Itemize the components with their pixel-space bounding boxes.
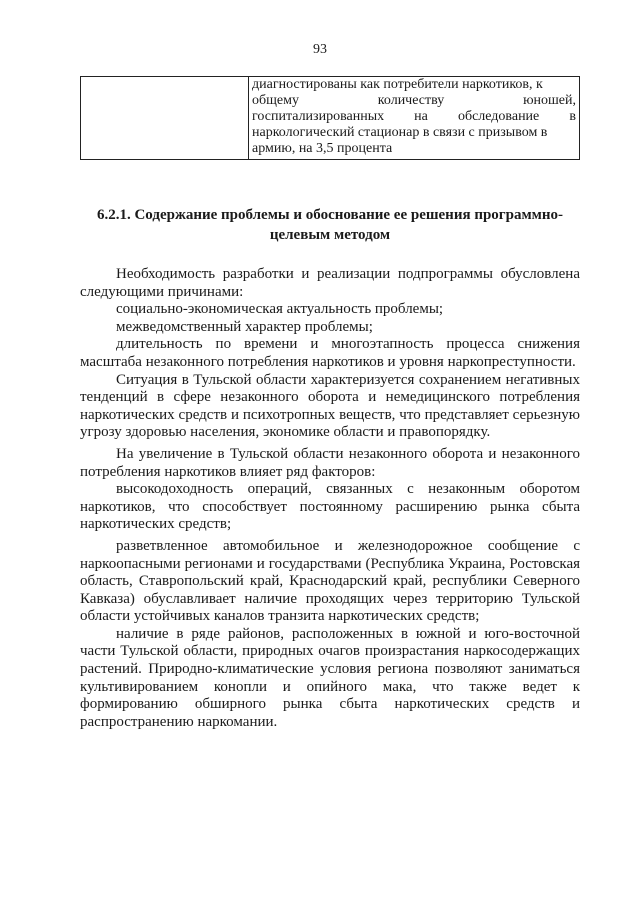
continuation-table bbox=[80, 76, 580, 160]
paragraph: высокодоходность операций, связанных с незаконным оборотом наркотиков, что способствует постоянному расширению рынка сбыта наркотических средств; bbox=[80, 481, 580, 533]
word-3: юношей, bbox=[523, 93, 576, 108]
paragraph: Ситуация в Тульской области характеризуется сохранением негативных тенденций в сфере незаконного оборота и немедицинского потребления наркотических средств и психотропных веществ, что представляет серьезную угрозу здоровью населения, экономике области и правопорядку. bbox=[80, 371, 580, 441]
paragraph: межведомственный характер проблемы; bbox=[116, 318, 373, 335]
page-number: 93 bbox=[313, 42, 327, 57]
table-row bbox=[81, 77, 580, 160]
table-line: диагностированы как потребители наркотиков, к bbox=[252, 77, 543, 92]
paragraph: длительность по времени и многоэтапность процесса снижения масштаба незаконного потребления наркотиков и уровня наркопреступности. bbox=[80, 336, 580, 370]
table-cell-right bbox=[249, 77, 580, 160]
word-3: обследование bbox=[457, 109, 540, 124]
section-heading bbox=[80, 205, 580, 245]
body-text bbox=[80, 266, 580, 731]
paragraph: разветвленное автомобильное и железнодорожное сообщение с наркоопасными регионами и государствами (Республика Украина, Ростовская область, Ставропольский край, Краснодарский край, республики Северного Кавказа) обуславливает наличие проходящих через территорию Тульской области устойчивых каналов транзита наркотических средств; bbox=[80, 537, 580, 625]
paragraph: социально-экономическая актуальность проблемы; bbox=[116, 301, 444, 318]
table-line-justified bbox=[252, 93, 576, 109]
word-1: общему bbox=[252, 93, 299, 108]
word-1: госпитализированных bbox=[252, 109, 385, 124]
table-line: наркологический стационар в связи с призывом в bbox=[252, 125, 548, 140]
word-4: в bbox=[569, 109, 576, 124]
heading-line-2: целевым методом bbox=[269, 227, 391, 243]
heading-line-1: 6.2.1. Содержание проблемы и обоснование ее решения программно- bbox=[96, 207, 564, 223]
word-2: количеству bbox=[377, 93, 445, 108]
table-cell-left bbox=[81, 77, 249, 160]
word-2: на bbox=[414, 109, 428, 124]
table-line: армию, на 3,5 процента bbox=[252, 141, 393, 156]
table-line-justified bbox=[252, 109, 576, 125]
paragraph: наличие в ряде районов, расположенных в южной и юго-восточной части Тульской области, природных очагов произрастания наркосодержащих растений. Природно-климатические условия региона позволяют заниматься культивированием конопли и опийного мака, что также ведет к формированию обширного рынка сбыта наркотических средств и распространению наркомании. bbox=[80, 625, 580, 730]
paragraph: Необходимость разработки и реализации подпрограммы обусловлена следующими причинами: bbox=[80, 266, 580, 300]
paragraph: На увеличение в Тульской области незаконного оборота и незаконного потребления наркотиков влияет ряд факторов: bbox=[80, 445, 580, 480]
